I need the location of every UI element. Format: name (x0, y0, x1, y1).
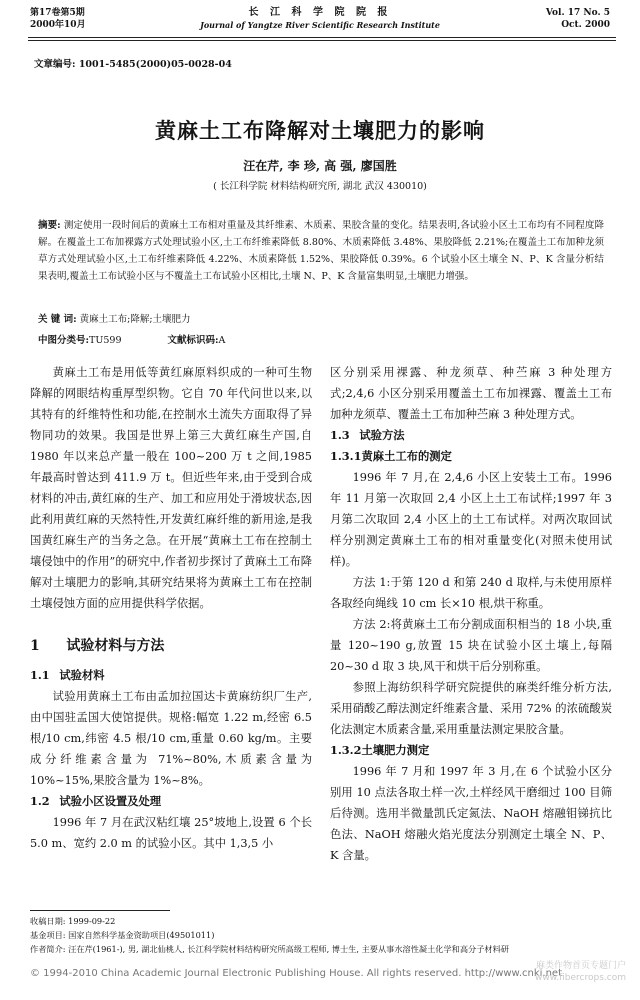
section-1-3-number: 1.3 (330, 428, 350, 442)
section-1-number: 1 (30, 638, 40, 654)
section-1-2-text: 1996 年 7 月在武汉粘红壤 25°坡地上,设置 6 个长 5.0 m、宽约 2.0 m 的试验小区。其中 1,3,5 小 (30, 816, 312, 850)
classification (38, 332, 604, 346)
header-date-en: Oct. 2000 (561, 20, 610, 30)
watermark-line-2: www.fibercrops.com (535, 973, 626, 983)
header-journal (160, 7, 480, 31)
abstract-text: 测定使用一段时间后的黄麻土工布相对重量及其纤维素、木质素、果胶含量的变化。结果表明,各试验小区土工布均有不同程度降解。在覆盖土工布加裸露方式处理试验小区,土工布纤维素降低 8.80%、木质素降低 3.48%、果胶降低 2.21%;在覆盖土工布加种龙须草方式处理试验小区,土工布纤维素降低 4.22%、木质素降低 1.52%、果胶降低 0.39%。6 个试验小区土壤全 N、P、K 含量分析结果表明,覆盖土工布试验小区与不覆盖土工布试验小区相比,土壤 N、P、K 含量富集明显,土壤肥力增强。 (38, 220, 604, 282)
header-journal-en: Journal of Yangtze River Scientific Research Institute (200, 20, 440, 30)
section-1-heading (30, 636, 312, 657)
section-1-2-continued: 区分别采用裸露、种龙须草、种苎麻 3 种处理方式;2,4,6 小区分别采用覆盖土工布加裸露、覆盖土工布加种龙须草、覆盖土工布加种苎麻 3 种处理方式。 (330, 366, 612, 421)
affiliation: ( 长江科学院 材料结构研究所, 湖北 武汉 430010) (213, 181, 427, 192)
footnote-received: 收稿日期: 1999-09-22 (30, 916, 116, 926)
header-journal-cn: 长 江 科 学 院 院 报 (248, 7, 392, 18)
method-2-text: 方法 2:将黄麻土工布分割成面积相当的 18 小块,重量 120~190 g,放置 15 块在试验小区土壤上,每隔 20~30 d 取 3 块,风干和烘干后分别称重。 (330, 618, 612, 673)
section-1-1-text: 试验用黄麻土工布由孟加拉国达卡黄麻纺织厂生产,由中国驻孟国大使馆提供。规格:幅宽 1.22 m,经密 6.5 根/10 cm,纬密 4.5 根/10 cm,重量 0.60 kg/m。主要成分纤维素含量为 71%~80%,木质素含量为 10%~15%,果胶含量为 1%~8%。 (30, 690, 312, 787)
watermark-line-1: 麻类作物首页专题门户 (535, 961, 626, 971)
intro-paragraph: 黄麻土工布是用低等黄红麻原料织成的一种可生物降解的网眼结构重厚型织物。它自 70 年代问世以来,以其特有的纤维特性和功能,在控制水土流失方面取得了异物同功的效果。我国是世界上第三大黄红麻生产国,自 1980 年以来总产量一般在 100~200 万 t 之间,1985 年最高时曾达到 411.9 万 t。但近些年来,由于受到合成材料的冲击,黄红麻的生产、加工和应用处于滑坡状态,因此利用黄红麻的天然特性,开发黄红麻纤维的新用途,是我国黄红麻生产的当务之急。在开展“黄麻土工布在控制土壤侵蚀中的作用”的研究中,作者初步探讨了黄麻土工布降解对土壤肥力的影响,其研究结果将为黄麻土工布在控制土壤侵蚀方面的应用提供科学依据。 (30, 366, 312, 610)
watermark (516, 960, 626, 984)
footnote-rule (30, 910, 170, 911)
header-date: 2000年10月 (30, 20, 86, 30)
header-volume (30, 7, 86, 31)
section-1-3-1-heading (330, 446, 612, 467)
section-1-3-2-title: 土壤肥力测定 (361, 743, 430, 757)
section-1-1-heading (30, 665, 312, 686)
header-rule-thin (28, 40, 616, 41)
footnote-fund: 基金项目: 国家自然科学基金资助项目(49501011) (30, 930, 215, 940)
doc-code-value: A (218, 335, 226, 346)
method-3-text: 参照上海纺织科学研究院提供的麻类纤维分析方法,采用硝酸乙醇法测定纤维素含量、采用 72% 的浓硫酸炭化法测定木质素含量,采用重量法测定果胶含量。 (330, 681, 612, 736)
keywords-text: 黄麻土工布;降解;土壤肥力 (76, 314, 191, 325)
header-vol-no: Vol. 17 No. 5 (545, 8, 610, 18)
section-1-2-title: 试验小区设置及处理 (59, 794, 162, 808)
authors: 汪在芹, 李 珍, 高 强, 廖国胜 (243, 159, 397, 173)
clc-value: TU599 (89, 335, 122, 346)
clc-label: 中图分类号: (38, 335, 90, 346)
doc-code-label: 文献标识码: (167, 335, 219, 346)
section-1-2-number: 1.2 (30, 794, 50, 808)
header-rule (28, 37, 616, 38)
article-number: 文章编号: 1001-5485(2000)05-0028-04 (34, 59, 232, 70)
section-1-1-title: 试验材料 (59, 668, 105, 682)
footnote-author-bio: 作者简介: 汪在芹(1961-), 男, 湖北仙桃人, 长江科学院材料结构研究所高级工程师, 博士生, 主要从事水溶性凝土化学和高分子材料研 (30, 944, 509, 954)
section-1-3-title: 试验方法 (359, 428, 405, 442)
header-volume-en (546, 7, 610, 31)
header-volume-issue: 第17卷第5期 (30, 8, 85, 18)
section-1-1-number: 1.1 (30, 668, 50, 682)
section-1-3-1-text: 1996 年 7 月,在 2,4,6 小区上安装土工布。1996 年 11 月第一次取回 2,4 小区上土工布试样;1997 年 3 月第二次取回 2,4 小区上的土工布试样。对两次取回试样分别测定黄麻土工布的相对重量变化(对照未使用试样)。 (330, 471, 612, 568)
abstract (38, 217, 604, 285)
section-1-3-2-heading (330, 740, 612, 761)
section-1-3-2-number: 1.3.2 (330, 743, 362, 757)
abstract-label: 摘要: (38, 220, 61, 231)
keywords (38, 311, 604, 325)
keywords-label: 关 键 词: (38, 314, 77, 325)
section-1-2-heading (30, 791, 312, 812)
body-column-left (30, 362, 312, 854)
copyright-notice: © 1994-2010 China Academic Journal Electronic Publishing House. All rights reserved. http://www.cnki.net (30, 968, 562, 979)
body-column-right (330, 362, 612, 866)
section-1-3-1-number: 1.3.1 (330, 449, 362, 463)
section-1-3-2-text: 1996 年 7 月和 1997 年 3 月,在 6 个试验小区分别用 10 点法各取土样一次,土样经风干磨细过 100 目筛后待测。选用半微量凯氏定氮法、NaOH 熔融钼锑抗比色法、NaOH 熔融火焰光度法分别测定土壤全 N、P、K 含量。 (330, 765, 612, 862)
section-1-3-1-title: 黄麻土工布的测定 (361, 449, 452, 463)
section-1-3-heading (330, 425, 612, 446)
section-1-title: 试验材料与方法 (66, 638, 165, 654)
article-title: 黄麻土工布降解对土壤肥力的影响 (155, 118, 485, 143)
method-1-text: 方法 1:于第 120 d 和第 240 d 取样,与未使用原样各取经向绳线 10 cm 长×10 根,烘干称重。 (330, 576, 612, 610)
